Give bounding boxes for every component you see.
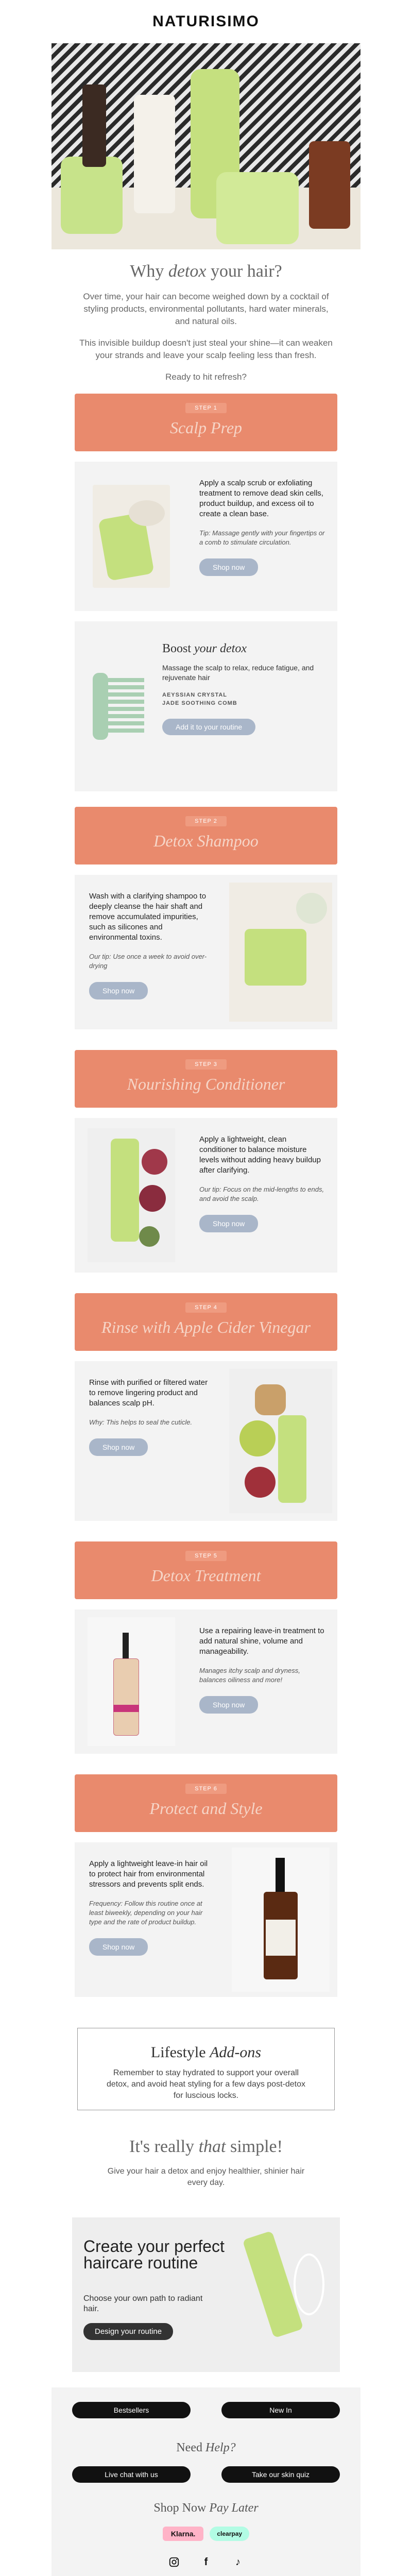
step-text: Use a repairing leave-in treatment to add natural shine, volume and manageability.: [199, 1626, 324, 1656]
step-title: Detox Shampoo: [153, 832, 259, 850]
routine-title: Create your perfect haircare routine: [83, 2237, 225, 2272]
boost-detox-card: [75, 621, 337, 791]
shop-now-button[interactable]: Shop now: [89, 1438, 148, 1456]
step-badge: STEP 5: [185, 1551, 227, 1561]
routine-banner[interactable]: [72, 2217, 340, 2372]
routine-product-image: [247, 2233, 324, 2357]
scalp-scrub-image[interactable]: [75, 462, 188, 611]
footer: [52, 2387, 360, 2576]
intro-paragraph: Over time, your hair can become weighed down by a cocktail of styling products, environmental pollutants, hard water minerals, and natural oils.: [83, 292, 329, 326]
step-title: Rinse with Apple Cider Vinegar: [101, 1318, 311, 1336]
step-3-header: [75, 1050, 337, 1108]
shop-now-button[interactable]: Shop now: [199, 558, 258, 576]
addons-title: Lifestyle Add-ons: [150, 2044, 262, 2061]
product-bottle-amber: [309, 141, 350, 229]
step-tip: Why: This helps to seal the cuticle.: [89, 1418, 193, 1426]
conditioner-image[interactable]: [75, 1118, 188, 1273]
shop-now-button[interactable]: Shop now: [89, 982, 148, 999]
step-text: Apply a lightweight leave-in hair oil to protect hair from environmental stressors and prevents split ends.: [89, 1859, 208, 1889]
step-title: Protect and Style: [149, 1799, 263, 1818]
step-4-header: [75, 1293, 337, 1351]
step-tip: Our tip: Focus on the mid-lengths to ends, and avoid the scalp.: [199, 1185, 324, 1202]
step-title: Detox Treatment: [151, 1566, 261, 1585]
step-tip: Tip: Massage gently with your fingertips or a comb to stimulate circulation.: [199, 529, 325, 546]
simple-section: [0, 2137, 412, 2189]
detox-treatment-image[interactable]: [75, 1609, 188, 1754]
step-title: Nourishing Conditioner: [127, 1075, 285, 1093]
product-tube-white: [134, 95, 175, 213]
boost-title: Boost your detox: [162, 642, 247, 655]
new-in-button[interactable]: New In: [221, 2402, 340, 2418]
step-text: Rinse with purified or filtered water to remove lingering product and balances scalp pH.: [89, 1378, 208, 1408]
live-chat-button[interactable]: Live chat with us: [72, 2466, 191, 2483]
header: [0, 0, 412, 43]
klarna-logo[interactable]: Klarna.: [163, 2527, 203, 2541]
intro-section: [52, 262, 360, 383]
shop-now-button[interactable]: Shop now: [89, 1938, 148, 1956]
brand-logo[interactable]: NATURISIMO: [152, 13, 260, 30]
simple-text: Give your hair a detox and enjoy healthier, shinier hair every day.: [107, 2167, 305, 2187]
social-links: [52, 2555, 360, 2569]
step-title: Scalp Prep: [169, 418, 243, 437]
intro-paragraph: This invisible buildup doesn't just steal your shine—it can weaken your strands and leave your scalp feeling less than fresh.: [79, 338, 333, 360]
product-jar-left: [61, 157, 123, 234]
acv-rinse-image[interactable]: [224, 1361, 337, 1521]
step-6-header: [75, 1774, 337, 1832]
step-tip: Manages itchy scalp and dryness, balances oiliness and more!: [199, 1667, 300, 1684]
hair-oil-image[interactable]: [224, 1842, 337, 1997]
step-6-card: [75, 1842, 337, 1997]
step-5-card: [75, 1609, 337, 1754]
step-2-card: [75, 875, 337, 1029]
step-text: Apply a scalp scrub or exfoliating treatment to remove dead skin cells, product buildup, and excess oil to create a clean base.: [199, 479, 323, 518]
facebook-icon[interactable]: f: [204, 2556, 208, 2568]
step-badge: STEP 2: [185, 816, 227, 826]
instagram-icon[interactable]: [167, 2555, 181, 2569]
pay-later-heading: Shop Now Pay Later: [153, 2501, 259, 2515]
routine-text: Choose your own path to radiant hair.: [83, 2294, 203, 2313]
step-text: Apply a lightweight, clean conditioner to balance moisture levels without adding heavy buildup after clarifying.: [199, 1135, 321, 1175]
step-4-card: [75, 1361, 337, 1521]
add-to-routine-button[interactable]: Add it to your routine: [162, 719, 255, 735]
intro-title: Why detox your hair?: [130, 262, 282, 281]
need-help-heading: Need Help?: [176, 2441, 236, 2454]
lifestyle-addons-box: [77, 2028, 335, 2110]
boost-product-name: AEYSSIAN CRYSTAL JADE SOOTHING COMB: [162, 692, 237, 706]
step-2-header: [75, 807, 337, 865]
intro-cta-text: Ready to hit refresh?: [165, 372, 247, 382]
bestsellers-button[interactable]: Bestsellers: [72, 2402, 191, 2418]
addons-text: Remember to stay hydrated to support your overall detox, and avoid heat styling for a few days post-detox for luscious locks.: [106, 2069, 305, 2100]
detox-shampoo-image[interactable]: [224, 875, 337, 1029]
step-badge: STEP 3: [185, 1059, 227, 1070]
step-1-header: [75, 394, 337, 451]
step-text: Wash with a clarifying shampoo to deeply cleanse the hair shaft and remove accumulated impurities, such as silicones and environmental toxins.: [89, 892, 207, 942]
boost-text: Massage the scalp to relax, reduce fatigue, and rejuvenate hair: [162, 664, 314, 682]
step-badge: STEP 4: [185, 1302, 227, 1313]
step-1-card: [75, 462, 337, 611]
step-3-card: [75, 1118, 337, 1273]
step-5-header: [75, 1541, 337, 1599]
design-routine-button[interactable]: Design your routine: [83, 2323, 173, 2340]
hero-image[interactable]: [52, 43, 360, 249]
step-tip: Frequency: Follow this routine once at least biweekly, depending on your hair type and the rate of product buildup.: [89, 1900, 203, 1926]
step-tip: Our tip: Use once a week to avoid over-drying: [89, 953, 207, 970]
shop-now-button[interactable]: Shop now: [199, 1696, 258, 1714]
product-dropper-bottle: [82, 84, 106, 167]
step-badge: STEP 1: [185, 403, 227, 413]
clearpay-logo[interactable]: clearpay: [210, 2527, 249, 2541]
shop-now-button[interactable]: Shop now: [199, 1215, 258, 1232]
jade-comb-image[interactable]: [75, 621, 157, 791]
tiktok-icon[interactable]: ♪: [235, 2556, 241, 2568]
simple-title: It's really that simple!: [129, 2137, 283, 2156]
step-badge: STEP 6: [185, 1784, 227, 1794]
skin-quiz-button[interactable]: Take our skin quiz: [221, 2466, 340, 2483]
product-jar-right: [216, 172, 299, 244]
